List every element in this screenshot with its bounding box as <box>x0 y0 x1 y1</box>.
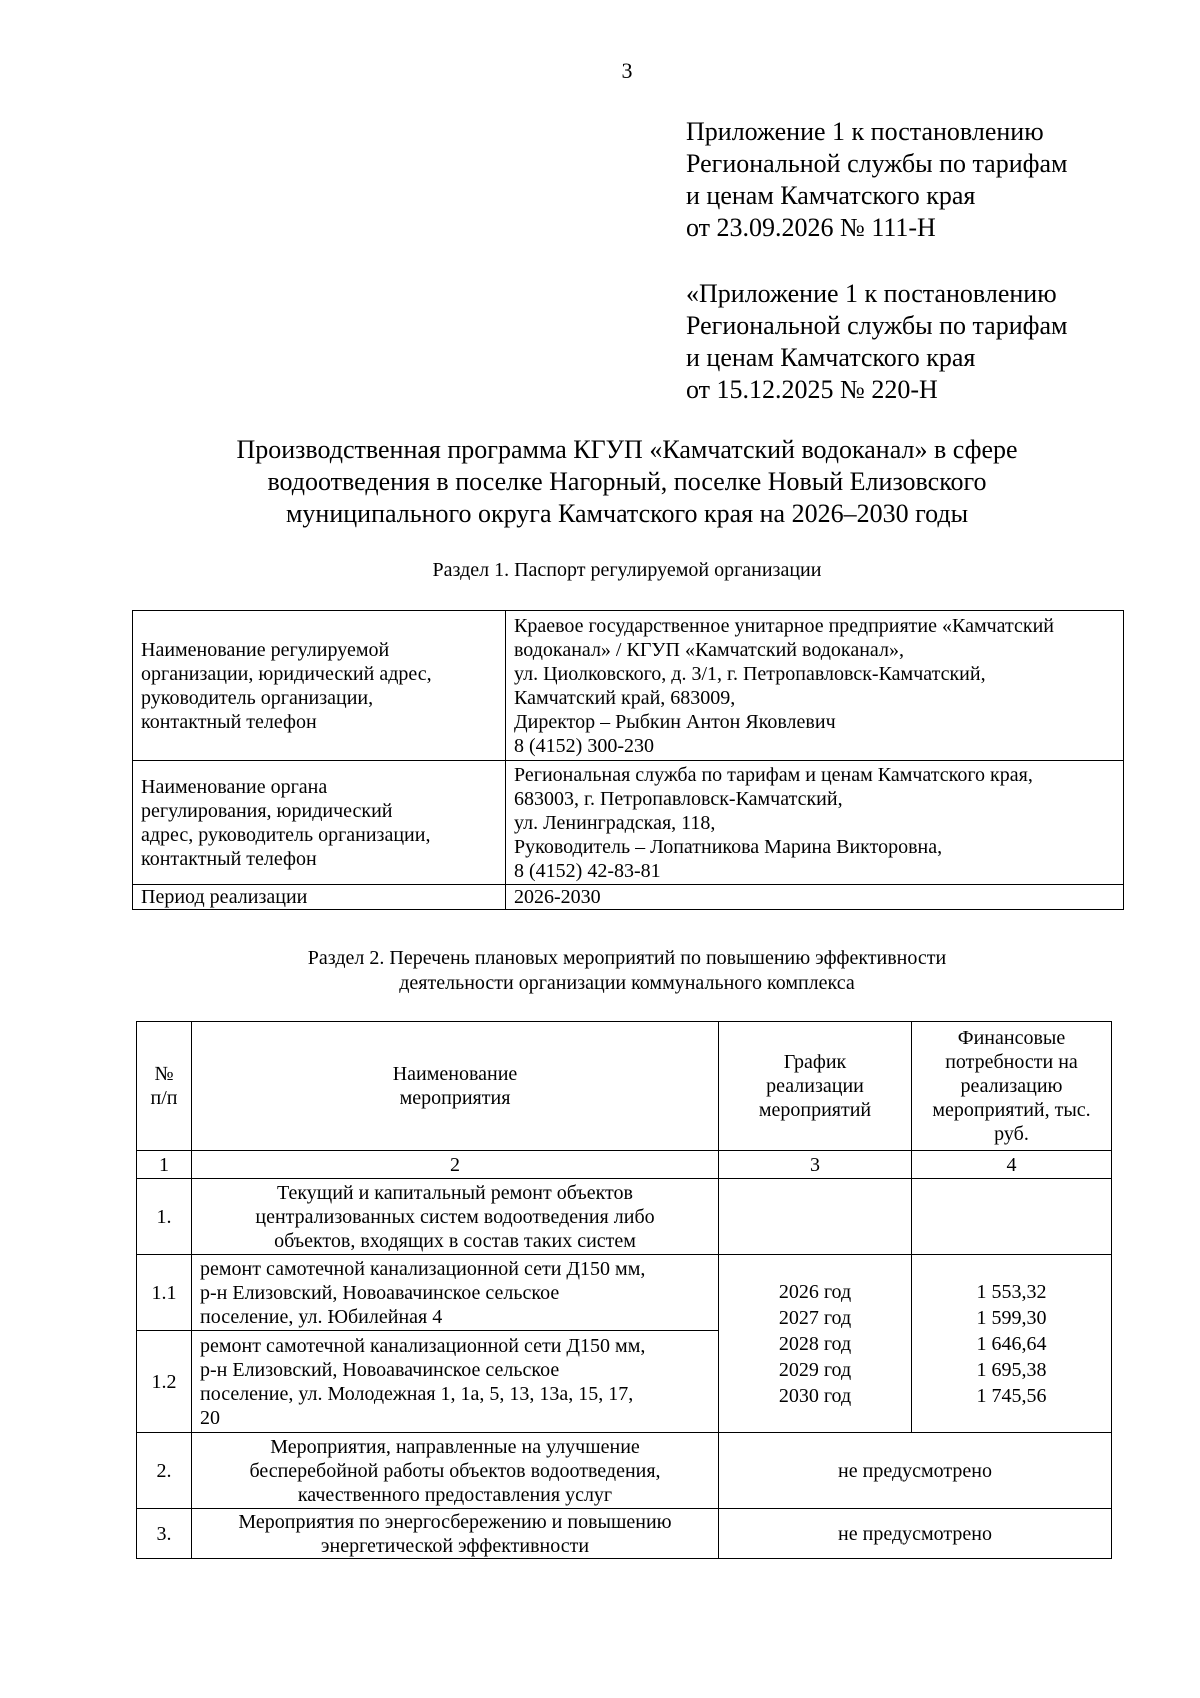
row-number: 3. <box>137 1509 192 1559</box>
text-line: мероприятий <box>758 1099 872 1121</box>
row-name <box>192 1331 719 1433</box>
text-line: водоканал» / КГУП «Камчатский водоканал», <box>514 638 904 661</box>
text-line: 683003, г. Петропавловск-Камчатский, <box>514 787 843 810</box>
row-cost <box>912 1179 1112 1255</box>
row-name <box>192 1509 719 1559</box>
text-line: 8 (4152) 300-230 <box>514 734 654 757</box>
text-line: Наименование <box>392 1063 518 1085</box>
text-line: бесперебойной работы объектов водоотведения, <box>249 1459 661 1482</box>
text-line: адрес, руководитель организации, <box>141 823 431 846</box>
table-row <box>137 1179 1112 1255</box>
text-line: реализацию <box>960 1075 1063 1097</box>
text-line: руководитель организации, <box>141 686 374 709</box>
text-line: Региональная служба по тарифам и ценам Камчатского края, <box>514 763 1033 786</box>
cost-list <box>920 1279 1103 1409</box>
text-line: мероприятий, тыс. <box>932 1099 1091 1121</box>
passport-row-organization <box>133 611 1124 761</box>
text-line: № <box>154 1063 174 1085</box>
appendix-header-previous <box>686 278 1067 406</box>
text-line: Мероприятия, направленные на улучшение <box>270 1435 640 1458</box>
text-line: Период реализации <box>141 886 308 908</box>
table-header-row <box>137 1022 1112 1151</box>
passport-label <box>133 885 506 910</box>
text-line: Камчатский край, 683009, <box>514 686 736 709</box>
table-row <box>137 1433 1112 1509</box>
text-line: потребности на <box>945 1051 1078 1073</box>
text-line: мероприятия <box>399 1087 511 1109</box>
text-line: ремонт самотечной канализационной сети Д150 мм, <box>200 1334 646 1357</box>
text-line: Руководитель – Лопатникова Марина Викторовна, <box>514 835 943 858</box>
title-line: водоотведения в поселке Нагорный, поселке Новый Елизовского <box>267 467 987 496</box>
text-line: контактный телефон <box>141 847 317 870</box>
schedule-year: 2027 год <box>778 1306 852 1329</box>
passport-label <box>133 611 506 761</box>
text-line: ремонт самотечной канализационной сети Д150 мм, <box>200 1257 646 1280</box>
row-number: 1.1 <box>137 1255 192 1331</box>
measures-table <box>136 1021 1112 1559</box>
text-line: регулирования, юридический <box>141 799 393 822</box>
title-line: муниципального округа Камчатского края на 2026–2030 годы <box>285 499 969 528</box>
text-line: руб. <box>994 1123 1029 1145</box>
title-line: Производственная программа КГУП «Камчатский водоканал» в сфере <box>236 435 1018 464</box>
row-note: не предусмотрено <box>719 1509 1112 1559</box>
schedule-year: 2028 год <box>778 1332 852 1355</box>
row-name <box>192 1255 719 1331</box>
schedule-cell <box>719 1255 912 1433</box>
text-line: Краевое государственное унитарное предприятие «Камчатский <box>514 614 1054 637</box>
schedule-year: 2030 год <box>778 1384 852 1407</box>
text-line: Директор – Рыбкин Антон Яковлевич <box>514 710 836 733</box>
cost-cell <box>912 1255 1112 1433</box>
passport-value <box>506 885 1124 910</box>
schedule-list <box>727 1279 903 1409</box>
text-line: Финансовые <box>957 1027 1066 1049</box>
appendix-line: от 15.12.2025 № 220-Н <box>686 375 938 404</box>
appendix-line: Приложение 1 к постановлению <box>686 117 1044 146</box>
text-line: централизованных систем водоотведения либо <box>255 1205 655 1228</box>
text-line: объектов, входящих в состав таких систем <box>274 1229 636 1252</box>
row-name <box>192 1179 719 1255</box>
appendix-line: Региональной службы по тарифам <box>686 311 1068 340</box>
section1-caption: Раздел 1. Паспорт регулируемой организации <box>432 559 822 581</box>
cost-value: 1 695,38 <box>976 1358 1047 1381</box>
section2-caption <box>0 946 1200 996</box>
text-line: ул. Циолковского, д. 3/1, г. Петропавловск-Камчатский, <box>514 662 986 685</box>
column-number: 1 <box>137 1151 192 1179</box>
passport-row-period <box>133 885 1124 910</box>
text-line: поселение, ул. Юбилейная 4 <box>200 1305 443 1328</box>
page-number: 3 <box>621 58 633 83</box>
caption-line: деятельности организации коммунального комплекса <box>399 972 855 994</box>
text-line: График <box>783 1051 847 1073</box>
passport-value <box>506 761 1124 885</box>
cost-value: 1 553,32 <box>976 1280 1047 1303</box>
passport-table <box>132 610 1124 910</box>
text-line: поселение, ул. Молодежная 1, 1а, 5, 13, 13а, 15, 17, <box>200 1382 634 1405</box>
column-number: 3 <box>719 1151 912 1179</box>
appendix-line: и ценам Камчатского края <box>686 343 976 372</box>
document-title <box>0 434 1200 530</box>
appendix-line: от 23.09.2026 № 111-Н <box>686 213 936 242</box>
column-number: 2 <box>192 1151 719 1179</box>
header-finance <box>912 1022 1112 1151</box>
row-number: 1. <box>137 1179 192 1255</box>
header-name <box>192 1022 719 1151</box>
text-line: Текущий и капитальный ремонт объектов <box>277 1181 633 1204</box>
table-row <box>137 1255 1112 1331</box>
cost-value: 1 745,56 <box>976 1384 1047 1407</box>
text-line: Мероприятия по энергосбережению и повышению <box>238 1510 672 1533</box>
passport-value <box>506 611 1124 761</box>
text-line: 8 (4152) 42-83-81 <box>514 859 661 882</box>
appendix-line: и ценам Камчатского края <box>686 181 976 210</box>
text-line: 2026-2030 <box>514 886 601 908</box>
cost-value: 1 599,30 <box>976 1306 1047 1329</box>
text-line: ул. Ленинградская, 118, <box>514 811 716 834</box>
row-number: 1.2 <box>137 1331 192 1433</box>
row-number: 2. <box>137 1433 192 1509</box>
text-line: энергетической эффективности <box>320 1534 590 1557</box>
row-note: не предусмотрено <box>719 1433 1112 1509</box>
column-number: 4 <box>912 1151 1112 1179</box>
text-line: контактный телефон <box>141 710 317 733</box>
text-line: Наименование органа <box>141 775 328 798</box>
text-line: реализации <box>766 1075 864 1097</box>
text-line: организации, юридический адрес, <box>141 662 432 685</box>
schedule-year: 2029 год <box>778 1358 852 1381</box>
passport-label <box>133 761 506 885</box>
text-line: Наименование регулируемой <box>141 638 390 661</box>
schedule-year: 2026 год <box>778 1280 852 1303</box>
appendix-header-current <box>686 116 1067 244</box>
appendix-line: «Приложение 1 к постановлению <box>686 279 1057 308</box>
table-row <box>137 1509 1112 1559</box>
appendix-line: Региональной службы по тарифам <box>686 149 1068 178</box>
header-num <box>137 1022 192 1151</box>
text-line: качественного предоставления услуг <box>297 1483 613 1506</box>
cost-value: 1 646,64 <box>976 1332 1047 1355</box>
text-line: р-н Елизовский, Новоавачинское сельское <box>200 1281 560 1304</box>
caption-line: Раздел 2. Перечень плановых мероприятий по повышению эффективности <box>307 947 947 969</box>
header-schedule <box>719 1022 912 1151</box>
text-line: 20 <box>200 1406 220 1429</box>
text-line: р-н Елизовский, Новоавачинское сельское <box>200 1358 560 1381</box>
text-line: п/п <box>150 1087 178 1109</box>
column-number-row <box>137 1151 1112 1179</box>
row-schedule <box>719 1179 912 1255</box>
passport-row-regulator <box>133 761 1124 885</box>
row-name <box>192 1433 719 1509</box>
